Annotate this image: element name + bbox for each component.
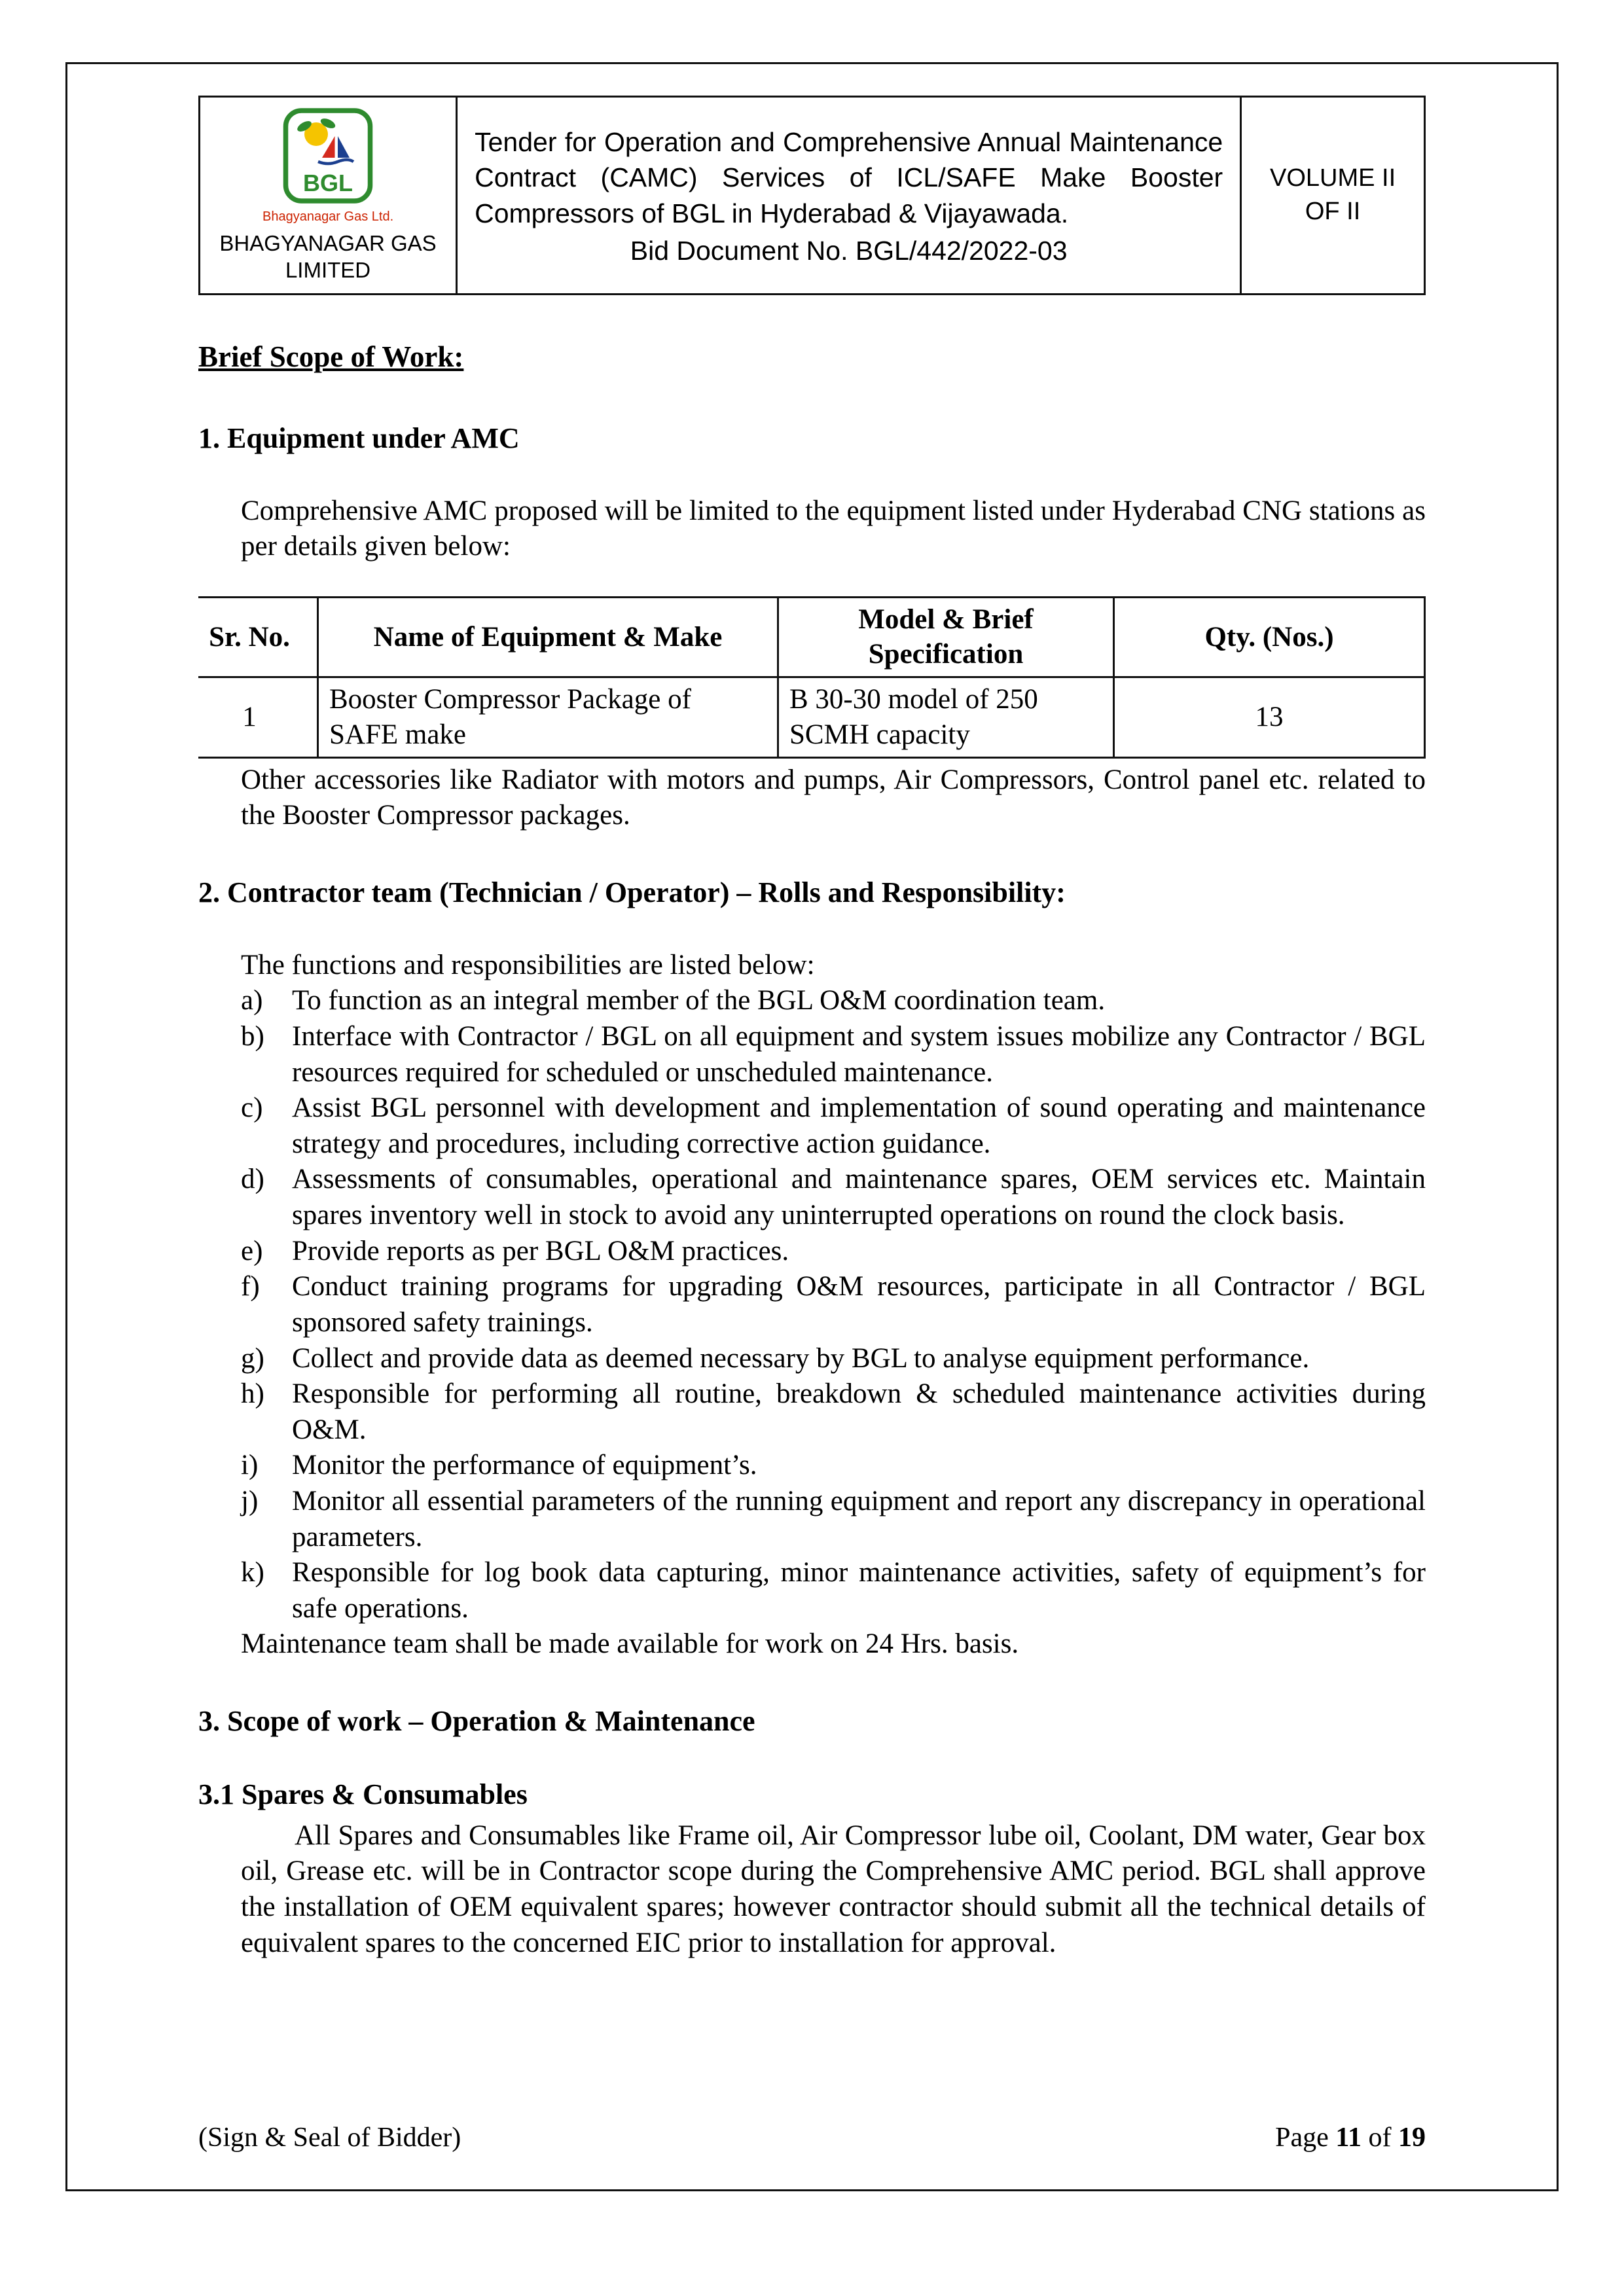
list-item [241,1162,1426,1233]
list-item-text: Monitor all essential parameters of the running equipment and report any discrepancy in operational parameters. [292,1485,1426,1552]
list-marker: k) [241,1557,264,1588]
heading-scope-of-work: 3. Scope of work – Operation & Maintenance [198,1705,755,1738]
heading-spares-consumables: 3.1 Spares & Consumables [198,1778,528,1810]
s1-intro-paragraph: Comprehensive AMC proposed will be limited to the equipment listed under Hyderabad CNG stations as per details given below: [241,495,1426,562]
page-indicator [1275,2122,1426,2153]
logo-cell [200,97,457,295]
list-marker: a) [241,985,263,1016]
list-marker: e) [241,1235,263,1266]
list-item-text: Monitor the performance of equipment’s. [292,1450,757,1481]
logo-sail-blue-shape [338,136,350,158]
page-word: Page [1275,2123,1329,2153]
list-item-text: Assessments of consumables, operational and maintenance spares, OEM services etc. Maintain spares inventory well in stock to avoid any uninterrupted operations on round the clock basis. [292,1164,1426,1231]
logo-acronym-text: BGL [303,170,353,196]
list-item [241,1234,1426,1270]
list-marker: c) [241,1092,263,1124]
list-item [241,1090,1426,1162]
s1-note-paragraph: Other accessories like Radiator with motors and pumps, Air Compressors, Control panel etc. related to the Booster Compressor packages. [241,764,1426,831]
total-pages: 19 [1398,2123,1426,2153]
heading-contractor-team: 2. Contractor team (Technician / Operator) – Rolls and Responsibility: [198,876,1066,908]
list-marker: h) [241,1378,264,1410]
list-marker: d) [241,1164,264,1195]
list-item [241,1341,1426,1377]
bid-document-number: Bid Document No. BGL/442/2022-03 [630,235,1068,266]
list-item-text: Conduct training programs for upgrading O&M resources, participate in all Contractor / BGL sponsored safety trainings. [292,1271,1426,1338]
list-item-text: Interface with Contractor / BGL on all equipment and system issues mobilize any Contractor / BGL resources required for scheduled or unscheduled maintenance. [292,1021,1426,1088]
list-item [241,1019,1426,1090]
bgl-logo-icon [279,107,377,205]
logo-caption: Bhagyanagar Gas Ltd. [262,209,394,224]
list-item-text: Responsible for log book data capturing, minor maintenance activities, safety of equipment’s for safe operations. [292,1557,1426,1624]
list-item-text: Responsible for performing all routine, breakdown & scheduled maintenance activities during O&M. [292,1378,1426,1445]
header-row [200,97,1425,295]
list-item-text: Collect and provide data as deemed necessary by BGL to analyse equipment performance. [292,1342,1310,1374]
page-footer [198,2109,1426,2153]
cell-qty: 13 [1114,677,1425,758]
list-item [241,1555,1426,1626]
responsibilities-list [241,983,1426,1626]
cell-model-spec: B 30-30 model of 250 SCMH capacity [778,677,1114,758]
document-header [198,96,1426,295]
s31-paragraph: All Spares and Consumables like Frame oil, Air Compressor lube oil, Coolant, DM water, Gear box oil, Grease etc. will be in Contractor scope during the Comprehensive AMC period. BGL shall approve the installation of OEM equivalent spares; however contractor should submit all the technical details of equivalent spares to the concerned EIC prior to installation for approval. [241,1820,1426,1958]
page-border-frame [65,62,1559,2191]
list-item [241,1448,1426,1484]
list-item [241,1269,1426,1340]
cell-equipment-name: Booster Compressor Package of SAFE make [318,677,778,758]
page-number: 11 [1335,2123,1362,2153]
document-title: Tender for Operation and Comprehensive Annual Maintenance Contract (CAMC) Services of ICL/SAFE Make Booster Compressors of BGL in Hyderabad & Vijayawada. [475,126,1223,228]
sign-seal-label: (Sign & Seal of Bidder) [198,2123,461,2153]
heading-brief-scope-of-work: Brief Scope of Work: [198,340,464,373]
col-header-model-spec: Model & Brief Specification [778,597,1114,677]
volume-line-2: OF II [1305,198,1361,226]
equipment-table-header-row [198,597,1425,677]
list-item [241,983,1426,1019]
of-word: of [1368,2123,1392,2153]
list-marker: i) [241,1450,259,1481]
organization-name: BHAGYANAGAR GAS LIMITED [219,231,437,283]
col-header-qty: Qty. (Nos.) [1114,597,1425,677]
list-marker: j) [241,1485,259,1516]
document-body [198,295,1426,2109]
equipment-table [198,596,1426,759]
heading-equipment-under-amc: 1. Equipment under AMC [198,422,520,454]
s2-closing-line: Maintenance team shall be made available for work on 24 Hrs. basis. [241,1628,1019,1660]
list-item [241,1376,1426,1448]
col-header-sr-no: Sr. No. [198,597,318,677]
title-cell [457,97,1241,295]
volume-line-1: VOLUME II [1270,164,1396,192]
volume-cell [1241,97,1425,295]
list-marker: g) [241,1342,264,1374]
list-item-text: Provide reports as per BGL O&M practices. [292,1235,789,1266]
list-item [241,1484,1426,1555]
equipment-table-row [198,677,1425,758]
list-item-text: To function as an integral member of the BGL O&M coordination team. [292,985,1106,1016]
list-marker: f) [241,1271,260,1302]
cell-sr-no: 1 [198,677,318,758]
col-header-equipment-make: Name of Equipment & Make [318,597,778,677]
s2-intro-line: The functions and responsibilities are listed below: [241,949,815,980]
list-item-text: Assist BGL personnel with development and implementation of sound operating and maintenance strategy and procedures, including corrective action guidance. [292,1092,1426,1159]
list-marker: b) [241,1021,264,1052]
